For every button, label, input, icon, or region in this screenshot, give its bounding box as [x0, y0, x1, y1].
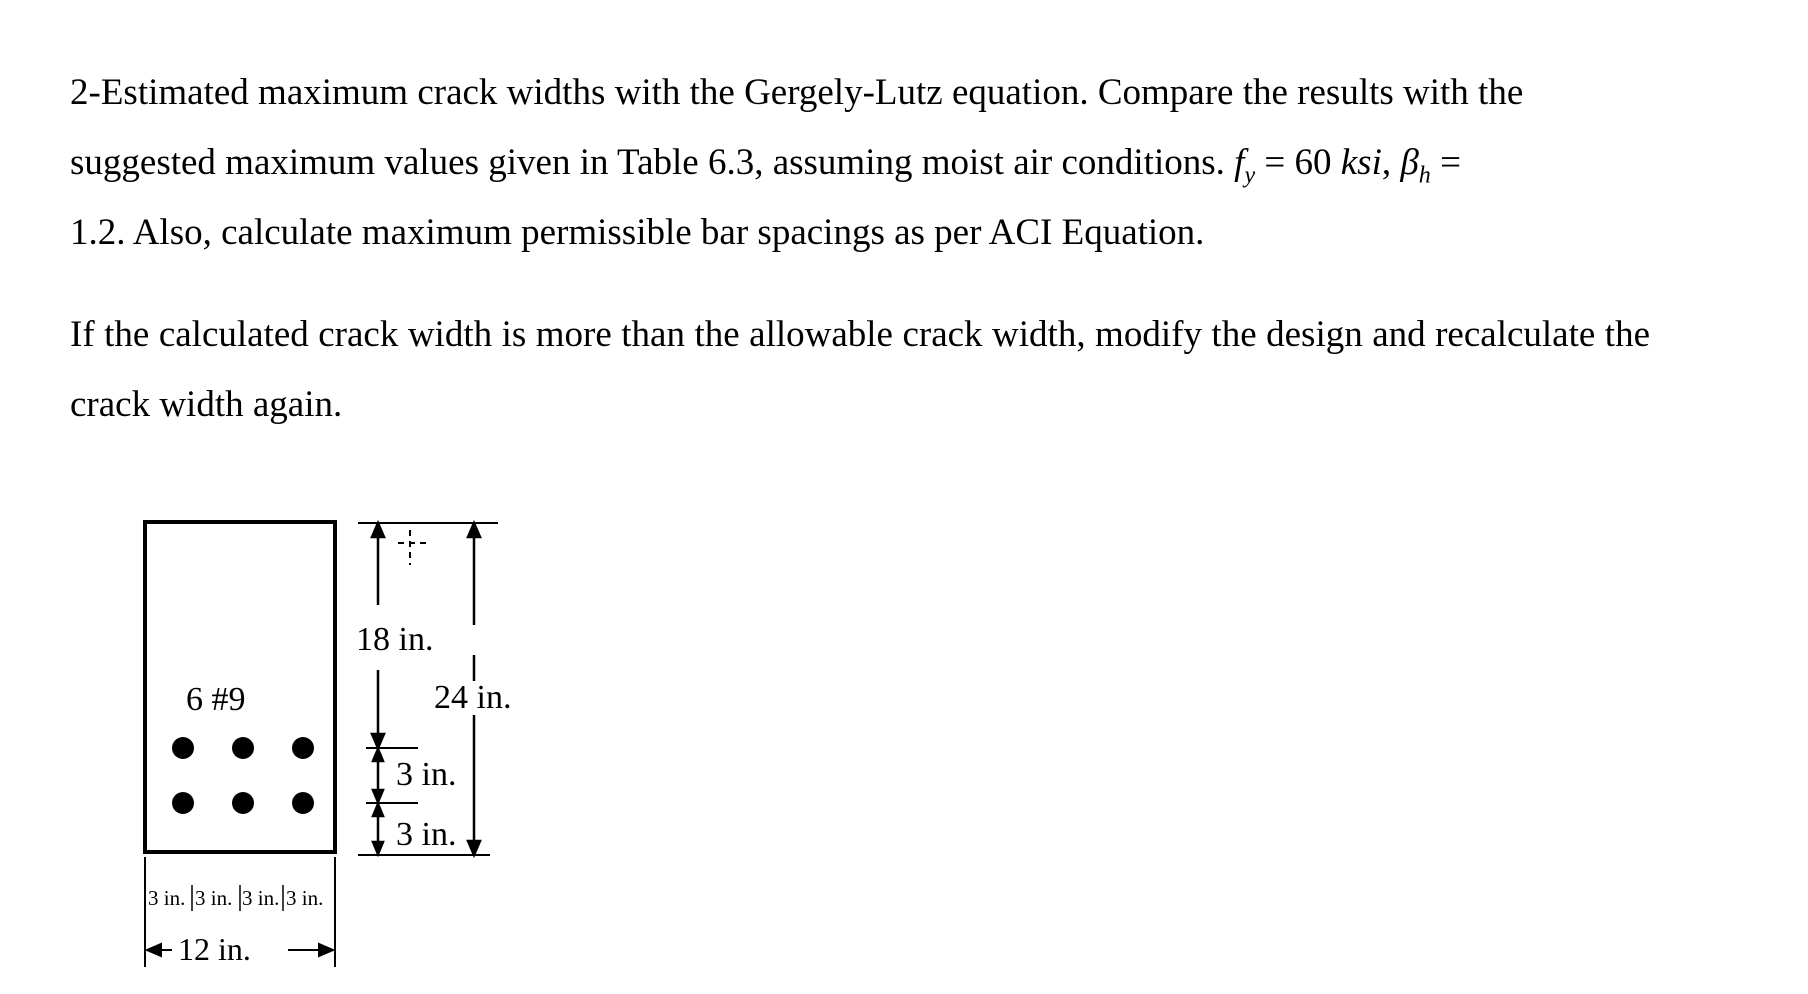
rebar	[172, 737, 194, 759]
fy-symbol: f	[1234, 142, 1245, 183]
beta-subscript: h	[1418, 162, 1431, 189]
rebar	[232, 737, 254, 759]
rebar	[292, 737, 314, 759]
rebar	[172, 792, 194, 814]
width-label: 12 in.	[178, 931, 251, 967]
height-label: 24 in.	[434, 679, 512, 716]
spacing-label: 3 in.	[286, 886, 324, 910]
beam-cross-section-figure	[128, 505, 608, 985]
beam-cross-section-drawing	[128, 505, 608, 985]
centerline	[398, 530, 428, 565]
spacing-label: 3 in.	[148, 886, 186, 910]
fy-equals: = 60	[1255, 142, 1341, 183]
rebar	[232, 792, 254, 814]
cover-label-lower: 3 in.	[396, 816, 457, 853]
cover-dimensions	[373, 749, 383, 854]
depth-label: 18 in.	[356, 621, 434, 658]
rebar	[292, 792, 314, 814]
fy-subscript: y	[1244, 162, 1256, 189]
spacing-label: 3 in.	[242, 886, 280, 910]
rebar-group	[172, 737, 314, 814]
cover-label-upper: 3 in.	[396, 756, 457, 793]
separator: ,	[1381, 142, 1401, 183]
spacing-label: 3 in.	[195, 886, 233, 910]
fy-unit: ksi	[1340, 142, 1382, 183]
problem-line-2: suggested maximum values given in Table 6.3, assuming moist air conditions.	[70, 142, 1235, 183]
problem-line-3: 1.2. Also, calculate maximum permissible bar spacings as per ACI Equation.	[70, 212, 1205, 253]
problem-statement	[70, 58, 1650, 268]
beta-symbol: β	[1400, 142, 1419, 183]
beta-equals: =	[1430, 142, 1461, 183]
problem-line-1: 2-Estimated maximum crack widths with the Gergely-Lutz equation. Compare the results with the	[70, 72, 1524, 113]
bars-label: 6 #9	[186, 681, 246, 718]
problem-instruction: If the calculated crack width is more than the allowable crack width, modify the design and recalculate the crack width again.	[70, 314, 1650, 425]
